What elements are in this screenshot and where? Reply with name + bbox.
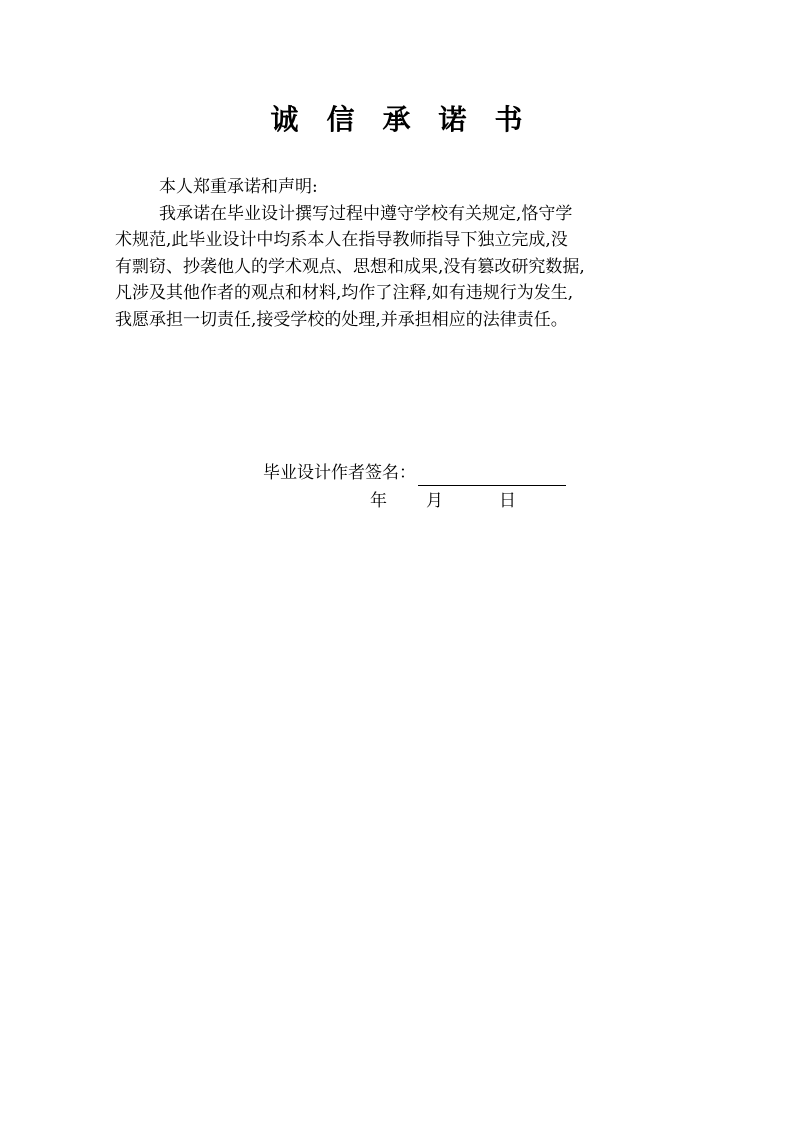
statement-body: [115, 174, 695, 333]
page-title: 诚信承诺书: [270, 103, 551, 136]
signature-row: [263, 460, 566, 486]
date-month-label: 月: [426, 491, 443, 511]
date-day-label: 日: [499, 491, 516, 511]
signature-field[interactable]: [418, 463, 566, 486]
date-year-label: 年: [370, 491, 387, 511]
intro-text: 本人郑重承诺和声明:: [159, 177, 318, 197]
statement-line-3: 有剽窃、抄袭他人的学术观点、思想和成果,没有篡改研究数据,: [115, 256, 585, 277]
statement-line-4: 凡涉及其他作者的观点和材料,均作了注释,如有违规行为发生,: [115, 283, 574, 303]
date-row: [370, 488, 516, 514]
statement-line-1: 我承诺在毕业设计撰写过程中遵守学校有关规定,恪守学: [159, 203, 573, 224]
statement-line-2: 术规范,此毕业设计中均系本人在指导教师指导下独立完成,没: [115, 230, 568, 250]
statement-line-5: 我愿承担一切责任,接受学校的处理,并承担相应的法律责任。: [115, 309, 568, 330]
signature-label: 毕业设计作者签名：: [263, 463, 416, 483]
